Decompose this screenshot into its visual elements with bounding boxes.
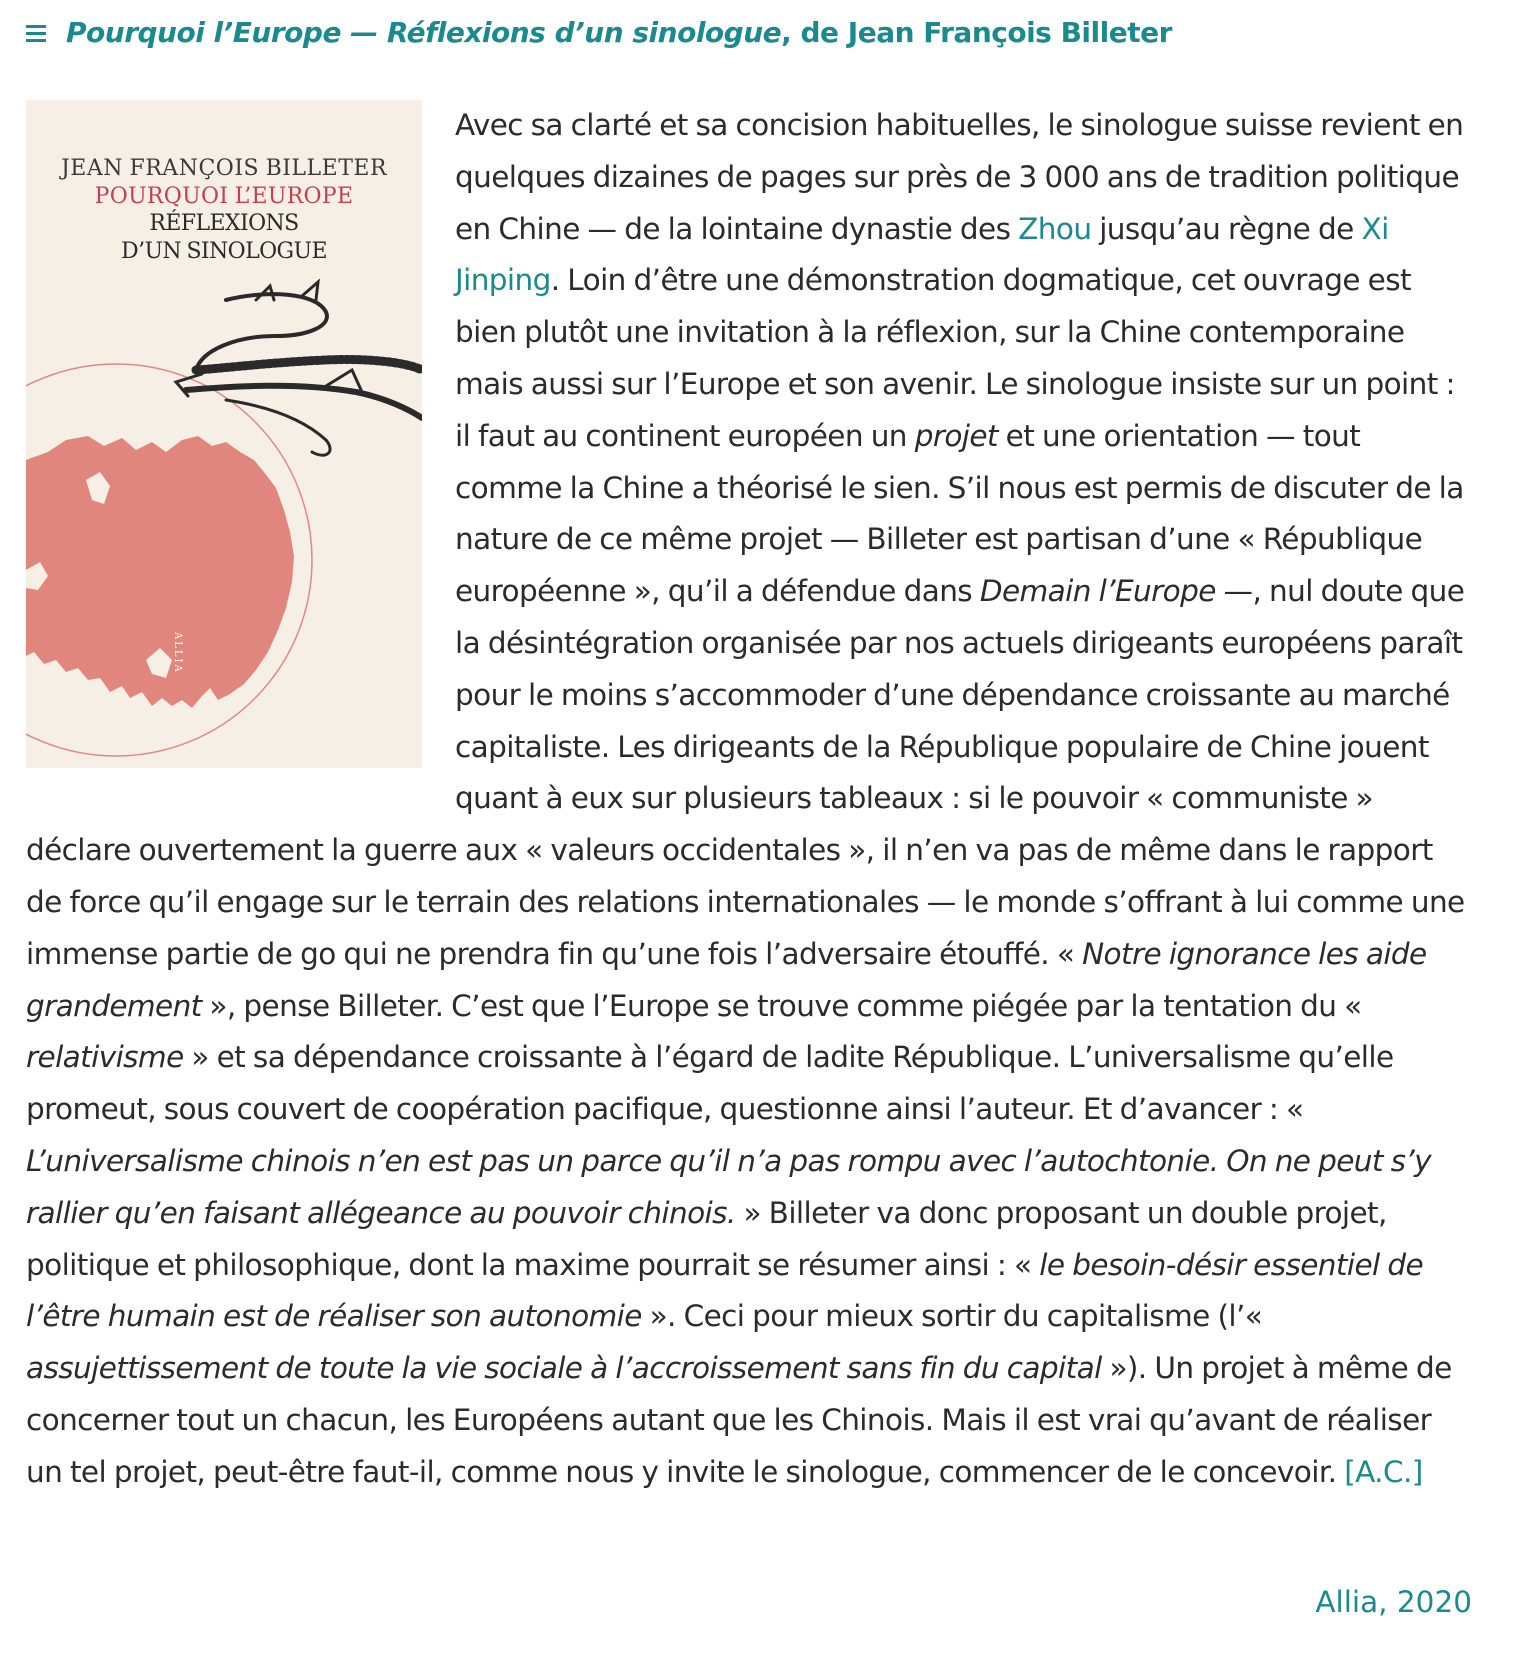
review-article (26, 100, 1471, 1499)
cover-subtitle-line-1: RÉFLEXIONS (149, 211, 299, 236)
review-text: »). Un projet à même de concerner tout un chacun, les Européens autant que les Chinois. Mais il est vrai qu’avant de réaliser un tel projet, peut-être faut-il, comme nous y invite le sinologue, commencer de le concevoir. (26, 1351, 1452, 1489)
review-text: », pense Billeter. C’est que l’Europe se trouve comme piégée par la tentation du « (201, 988, 1362, 1023)
book-cover-image (26, 100, 422, 768)
cover-title: POURQUOI L’EUROPE (94, 184, 354, 209)
book-author-suffix: , de Jean François Billeter (781, 15, 1172, 49)
review-quote: Notre ignorance les aide grandement (26, 936, 1427, 1023)
cover-publisher: ALLIA (172, 632, 183, 674)
review-text: » Billeter va donc proposant un double projet, politique et philosophique, dont la maxime pourrait se résumer ainsi : « (26, 1195, 1387, 1282)
menu-icon[interactable] (26, 25, 50, 43)
article-header (26, 10, 1466, 54)
link-xi-jinping[interactable]: Xi Jinping (455, 211, 1389, 298)
review-text: jusqu’au règne de (1091, 211, 1362, 246)
cover-author: JEAN FRANÇOIS BILLETER (60, 156, 388, 181)
review-italic-text: projet (914, 418, 998, 453)
publisher-reference: Allia, 2020 (1315, 1585, 1472, 1619)
book-title: Pourquoi l’Europe — Réflexions d’un sinologue (66, 15, 782, 49)
review-quote: assujettissement de toute la vie sociale à l’accroissement sans fin du capital (26, 1351, 1102, 1386)
cover-subtitle-line-2: D’UN SINOLOGUE (121, 239, 327, 264)
review-text: —, nul doute que la désintégration organisée par nos actuels dirigeants européens paraît pour le moins s’accommoder d’une dépendance croissante au marché capitaliste. Les dirigeants de la République populaire de Chine jouent quant à eux sur plusieurs tableaux : si le pouvoir « communiste » déclare ouvertement la guerre aux « valeurs occidentales », il n’en va pas de même dans le rapport de force qu’il engage sur le terrain des relations internationales — le monde s’offrant à lui comme une immense partie de go qui ne prendra fin qu’une fois l’adversaire étouffé. « (26, 574, 1465, 971)
link-zhou[interactable]: Zhou (1018, 211, 1092, 246)
review-quote: le besoin-désir essentiel de l’être humain est de réaliser son autonomie (26, 1247, 1424, 1334)
review-text: et une orientation — tout comme la Chine a théorisé le sien. S’il nous est permis de discuter de la nature de ce même projet — Billeter est partisan d’une « République européenne », qu’il a défendue dans (455, 418, 1464, 609)
dragon-drawing (176, 282, 422, 455)
review-text: ». Ceci pour mieux sortir du capitalisme (l’« (641, 1299, 1263, 1334)
review-text: . Loin d’être une démonstration dogmatique, cet ouvrage est bien plutôt une invitation à la réflexion, sur la Chine contemporaine mais aussi sur l’Europe et son avenir. Le sinologue insiste sur un point : il faut au continent européen un (455, 263, 1455, 453)
review-text: » et sa dépendance croissante à l’égard de ladite République. L’universalisme qu’elle promeut, sous couvert de coopération pacifique, questionne ainsi l’auteur. Et d’avancer : « (26, 1040, 1394, 1127)
review-quote: L’universalisme chinois n’en est pas un parce qu’il n’a pas rompu avec l’autochtonie. On ne peut s’y rallier qu’en faisant allégeance au pouvoir chinois. (26, 1143, 1432, 1230)
review-text: Avec sa clarté et sa concision habituelles, le sinologue suisse revient en quelques dizaines de pages sur près de 3 000 ans de tradition politique en Chine — de la lointaine dynastie des (455, 108, 1464, 246)
review-italic-text: relativisme (26, 1040, 184, 1075)
author-initials-link[interactable]: [A.C.] (1344, 1454, 1423, 1489)
review-italic-text: Demain l’Europe (979, 574, 1216, 609)
